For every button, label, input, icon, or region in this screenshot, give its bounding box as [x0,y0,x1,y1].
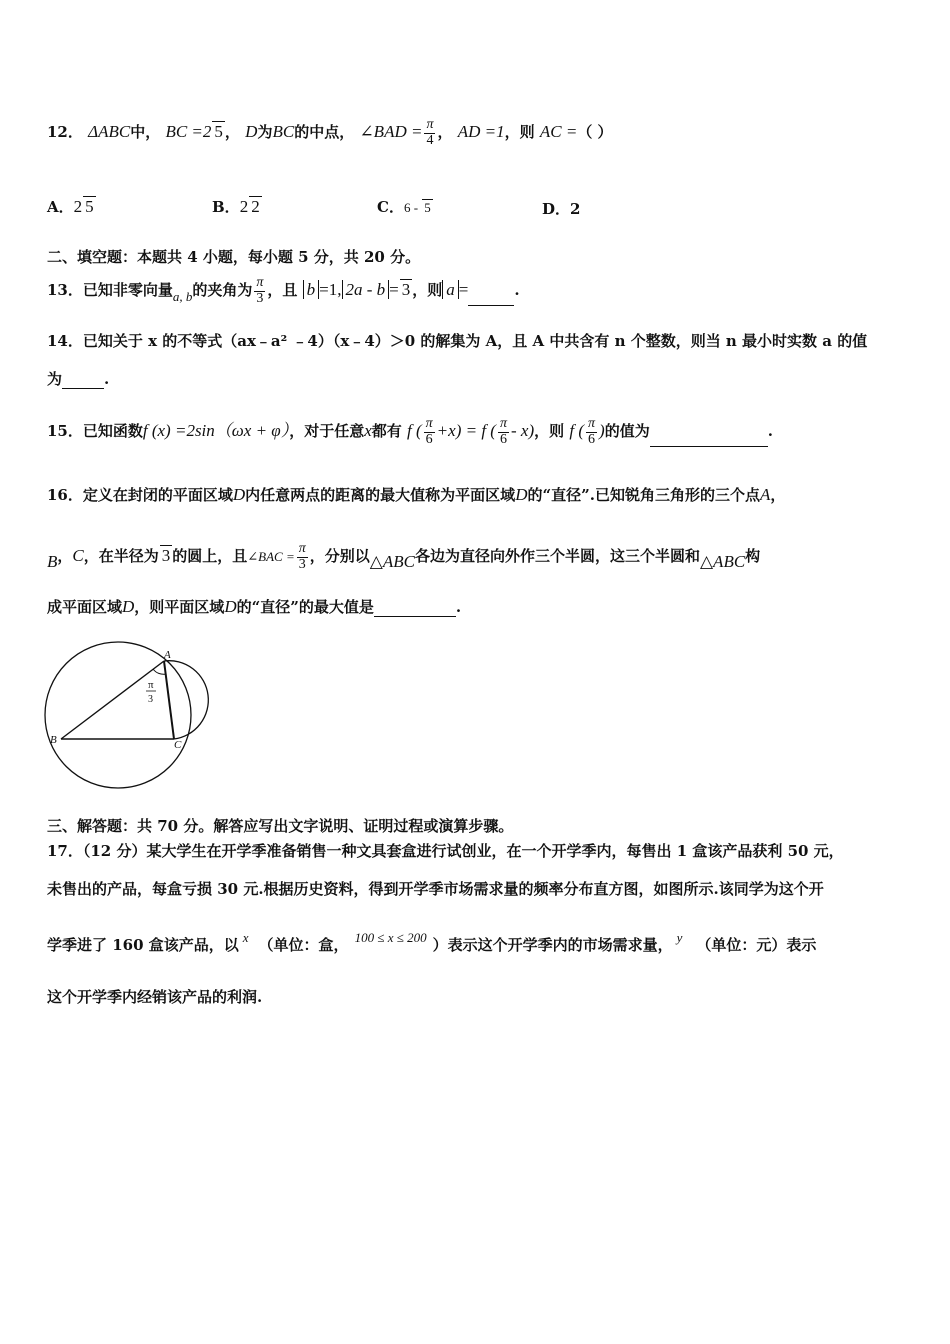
q12-text: 为 [257,123,273,142]
q15-fraction-3: $\frac{\pi}{6}$ [588,415,596,447]
figure-semicircle-ac [164,661,208,739]
q12-number: 12． [47,123,83,142]
q13-abs-b: b [303,280,320,299]
figure-side-ac [164,661,174,739]
section2-heading: 二、填空题：本题共 4 小题，每小题 5 分，共 20 分。 [47,248,421,266]
q12-text: ，则 [504,123,535,142]
q17-line4: 这个开学季内经销该产品的利润. [47,988,263,1006]
figure-label-c: C [174,739,182,751]
q13-line: 13．已知非零向量a, b的夹角为 $\frac{\pi}{3}$ ，且 b =1, 2a - b = 3 ，则 a = . [47,275,520,306]
q17-line1: 17．（12 分）某大学生在开学季准备销售一种文具套盒进行试创业，在一个开学季内，每售出 1 盒该产品获利 50 元， [47,842,844,860]
q13-abs-a: a [442,280,459,299]
q13-answer-blank [468,305,514,306]
q15-function: f (x) =2sin（ωx + φ） [142,421,290,440]
q12-option-d: D．2 [542,200,581,218]
figure-circle [45,642,191,788]
q12-bc2: BC [272,122,295,142]
q15-fraction-1: $\frac{\pi}{6}$ [425,415,433,447]
q14-answer-blank [62,388,104,389]
q17-line2: 未售出的产品，每盒亏损 30 元.根据历史资料，得到开学季市场需求量的频率分布直方图，如图所示.该同学为这个开 [47,880,824,898]
q16-line3: 成平面区域D，则平面区域D的“直径”的最大值是 . [47,597,462,616]
q16-figure [40,630,220,800]
figure-angle-num: π [148,679,154,691]
q16-fraction: $\frac{\pi}{3}$ [298,541,306,572]
q16-line2: B，C，在半径为 3 的圆上，且∠BAC = $\frac{\pi}{3}$ ，分别以△ABC各边为直径向外作三个半圆，这三个半圆和△ABC构 [47,541,761,572]
q12-triangle: ΔABC [88,122,131,142]
q12-option-b: B．2 2 [212,197,260,216]
q12-ac: AC = [539,122,578,142]
figure-angle-den: 3 [148,694,153,705]
q14-line2: 为 . [47,370,110,388]
figure-angle-mark [153,669,166,674]
q12-d: D [245,122,258,142]
q13-abs-expr: 2a - b [342,280,390,299]
q15-answer-blank [650,446,768,447]
q13-fraction: $\frac{\pi}{3}$ [256,275,264,306]
q12-text: 的中点， [294,123,355,142]
figure-label-a: A [164,649,171,661]
q16-line1: 16．定义在封闭的平面区域D内任意两点的距离的最大值称为平面区域D的“直径”.已知锐角三角形的三个点A， [47,485,786,504]
q12-text: 中， [130,123,161,142]
figure-label-b: B [50,734,57,746]
section3-heading: 三、解答题：共 70 分。解答应写出文字说明、证明过程或演算步骤。 [47,817,514,835]
q12-text: ， [224,123,240,142]
q12-bc: BC =2 [165,122,212,142]
q12-option-a: A．2 5 [47,197,94,216]
q12-paren: （ ） [577,123,613,142]
q17-line3: 学季进了 160 盒该产品，以 x （单位：盒， 100 ≤ x ≤ 200 ）表示这个开学季内的市场需求量， y （单位：元）表示 [47,930,817,954]
q15-line: 15．已知函数f (x) =2sin（ωx + φ），对于任意x都有 f ( $\frac{\pi}{6}$ +x) = f ( $\frac{\pi}{6}$ - x)，则 f ( $\frac{\pi}{6}$ )的值为 . [47,415,773,447]
q12-bc-radicand: 5 [214,122,223,142]
q15-x: x [364,421,372,440]
q12-option-c: C．6 - 5 [377,198,431,216]
q15-fraction-2: $\frac{\pi}{6}$ [499,415,507,447]
q12-angle: ∠BAD = [359,122,423,142]
q13-vectors: a, b [172,289,193,305]
q12-ad: AD =1 [457,122,505,142]
q14-line1: 14．已知关于 x 的不等式（ax﹣a² ﹣4）（x﹣4）＞0 的解集为 A，且 A 中共含有 n 个整数，则当 n 最小时实数 a 的值 [47,332,868,350]
q12-fraction: $\frac{\pi}{4}$ [426,117,434,148]
q16-answer-blank [374,616,456,617]
q12-text: ， [437,123,453,142]
q12-line [47,118,613,148]
